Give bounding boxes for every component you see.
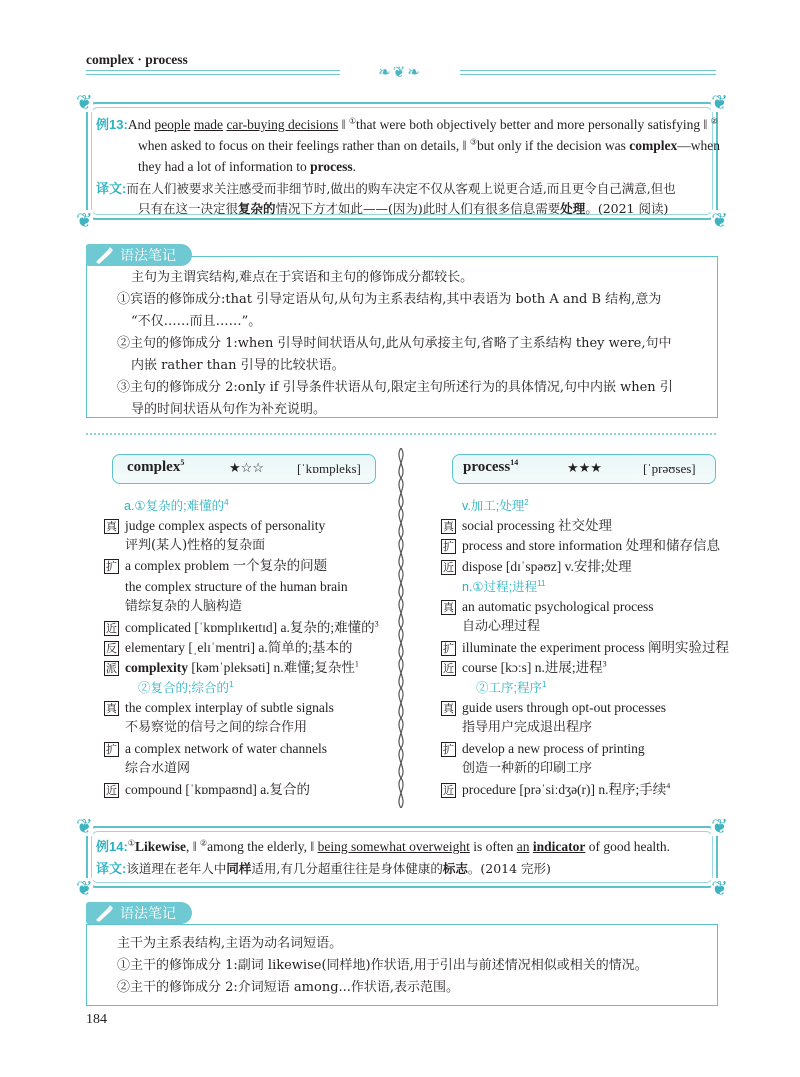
complex-extension-3: 扩 a complex network of water channels [106, 741, 328, 757]
translation-13-line-2: 只有在这一决定很复杂的情况下方才如此——(因为)此时人们有很多信息需要处理。(2021 阅读) [138, 201, 669, 216]
tag-real-exam: 真 [106, 702, 117, 716]
complex-antonym: 反 elementary [ˌelɪˈmentri] a.简单的;基本的 [106, 640, 353, 656]
example-13-line-3: they had a lot of information to process. [138, 159, 356, 174]
tag-extension: 扩 [443, 743, 454, 757]
keyword-process: process [310, 159, 353, 174]
process-sense-3: ②工序;程序$^1$ [476, 679, 547, 695]
tag-extension: 扩 [443, 540, 454, 554]
process-synonym: 近 dispose [dɪˈspəʊz] v.安排;处理 [443, 559, 632, 575]
example-14-line-1: 例14:①Likewise, ‖ ②among the elderly, ‖ being somewhat overweight is often an indicator of good health. [96, 838, 671, 854]
process-extension-3-translation: 创造一种新的印刷工序 [462, 761, 593, 776]
complex-synonym: 近 complicated [ˈkɒmplɪkeɪtɪd] a.复杂的;难懂的$^3$ [106, 619, 379, 636]
tag-synonym: 近 [443, 662, 454, 676]
corner-ornament-icon: ❦ [76, 814, 93, 838]
grammar-note-1-tab: 语法笔记 [86, 244, 192, 266]
example-13-line-1: 例13:And people made car-buying decisions ‖ ①that were both objectively better and more personally satisfying ‖ ② [96, 116, 718, 132]
column-chain-divider [392, 448, 410, 808]
process-example-2-translation: 自动心理过程 [462, 619, 541, 634]
grammar-note-1-line-7: 导的时间状语从句作为补充说明。 [131, 402, 327, 417]
importance-stars: ★★★ [567, 461, 602, 476]
grammar-note-1-line-3: “不仅……而且……”。 [131, 314, 262, 329]
translation-14-line: 译文:该道理在老年人中同样适用,有几分超重往往是身体健康的标志。(2014 完形) [96, 861, 551, 876]
grammar-note-2-box [86, 924, 718, 1006]
tag-real-exam: 真 [443, 601, 454, 615]
process-extension: 扩 process and store information 处理和储存信息 [443, 538, 720, 554]
complex-headword-bar [112, 454, 376, 484]
corner-ornament-icon: ❦ [711, 208, 728, 232]
headword-complex: complex$^5$ [127, 458, 185, 475]
tag-derivative: 派 [106, 662, 117, 676]
phonetic: [ˈkɒmpleks] [297, 461, 361, 476]
tag-real-exam: 真 [443, 520, 454, 534]
translation-label: 译文 [96, 181, 123, 196]
corner-ornament-icon: ❦ [76, 876, 93, 900]
importance-stars: ★☆☆ [229, 461, 264, 476]
complex-extension-2-translation: 错综复杂的人脑构造 [125, 599, 243, 614]
subject-underline: people [154, 117, 191, 132]
pen-icon [94, 904, 114, 922]
headword-process: process$^{14}$ [463, 458, 519, 475]
grammar-note-1-line-1: 主句为主谓宾结构,难点在于宾语和主句的修饰成分都较长。 [131, 270, 474, 285]
tag-synonym: 近 [443, 561, 454, 575]
corner-ornament-icon: ❦ [711, 90, 728, 114]
tag-extension: 扩 [443, 642, 454, 656]
grammar-note-2-line-2: ①主干的修饰成分 1:副词 likewise(同样地)作状语,用于引出与前述情况相似或相关的情况。 [117, 958, 648, 973]
grammar-note-2-line-1: 主干为主系表结构,主语为动名词短语。 [117, 936, 343, 951]
process-example-3: 真 guide users through opt-out processes [443, 700, 666, 716]
verb-underline: made [193, 117, 224, 132]
process-synonym-3: 近 procedure [prəˈsiːdʒə(r)] n.程序;手续$^4$ [443, 781, 671, 798]
process-example-3-translation: 指导用户完成退出程序 [462, 720, 593, 735]
complex-sense-1: a.①复杂的;难懂的$^4$ [124, 497, 229, 513]
example-14-label: 例14 [96, 839, 124, 854]
grammar-note-1-line-4: ②主句的修饰成分 1:when 引导时间状语从句,此从句承接主句,省略了主系结构 they were,句中 [117, 336, 672, 351]
complex-derivative: 派 complexity [kəmˈpleksəti] n.难懂;复杂性$^1$ [106, 659, 359, 676]
tag-extension: 扩 [106, 560, 117, 574]
keyword-indicator: indicator [532, 839, 586, 854]
grammar-note-1-line-2: ①宾语的修饰成分:that 引导定语从句,从句为主系表结构,其中表语为 both A and B 结构,意为 [117, 292, 662, 307]
complex-example-2: 真 the complex interplay of subtle signals [106, 700, 334, 716]
example-13-line-2: when asked to focus on their feelings rather than on details, ‖ ③but only if the decision was complex—when [138, 137, 720, 153]
complex-sense-2: ②复合的;综合的$^1$ [138, 679, 234, 695]
phonetic: [ˈprəʊses] [643, 461, 696, 476]
keyword-complex: complex [629, 138, 678, 153]
object-underline: car-buying decisions [226, 117, 339, 132]
complex-example: 真 judge complex aspects of personality [106, 518, 326, 534]
grammar-note-2-line-3: ②主干的修饰成分 2:介词短语 among...作状语,表示范围。 [117, 980, 460, 995]
tag-synonym: 近 [106, 784, 117, 798]
complex-example-translation: 评判(某人)性格的复杂面 [125, 538, 266, 553]
section-divider [86, 433, 716, 435]
running-header: complex · process [86, 52, 188, 67]
process-sense-2: n.①过程;进程$^{11}$ [462, 578, 546, 594]
tag-synonym: 近 [443, 784, 454, 798]
process-headword-bar [452, 454, 716, 484]
example-14-box [76, 814, 728, 900]
corner-ornament-icon: ❦ [76, 90, 93, 114]
translation-label: 译文 [96, 861, 123, 876]
corner-ornament-icon: ❦ [711, 814, 728, 838]
translation-13-line-1: 译文:而在人们被要求关注感受而非细节时,做出的购车决定不仅从客观上说更合适,而且更令自己满意,但也 [96, 181, 676, 196]
tag-synonym: 近 [106, 622, 117, 636]
grammar-note-1-line-5: 内嵌 rather than 引导的比较状语。 [131, 358, 345, 373]
tag-antonym: 反 [106, 642, 117, 656]
example-13-box [76, 90, 728, 232]
process-example: 真 social processing 社交处理 [443, 518, 612, 534]
complex-example-2-translation: 不易察觉的信号之间的综合作用 [125, 720, 308, 735]
pen-icon [94, 246, 114, 264]
page-number: 184 [86, 1012, 107, 1027]
process-extension-2: 扩 illuminate the experiment process 阐明实验过程 [443, 640, 729, 656]
grammar-note-1-box [86, 256, 718, 418]
subject-underline: being somewhat overweight [317, 839, 470, 854]
tag-extension: 扩 [106, 743, 117, 757]
header-ornament-icon: ❧❦❧ [340, 62, 460, 82]
process-example-2: 真 an automatic psychological process [443, 599, 654, 615]
grammar-note-2-tab: 语法笔记 [86, 902, 192, 924]
process-synonym-2: 近 course [kɔːs] n.进展;进程$^3$ [443, 659, 607, 676]
grammar-note-1-line-6: ③主句的修饰成分 2:only if 引导条件状语从句,限定主句所述行为的具体情况,句中内嵌 when 引 [117, 380, 673, 395]
complex-extension-3-translation: 综合水道网 [125, 761, 191, 776]
complex-extension: 扩 a complex problem 一个复杂的问题 [106, 558, 328, 574]
example-13-label: 例13 [96, 117, 124, 132]
tag-real-exam: 真 [106, 520, 117, 534]
process-sense-1: v.加工;处理$^2$ [462, 497, 529, 513]
corner-ornament-icon: ❦ [76, 208, 93, 232]
process-extension-3: 扩 develop a new process of printing [443, 741, 645, 757]
tag-real-exam: 真 [443, 702, 454, 716]
complex-extension-2: the complex structure of the human brain [125, 579, 348, 594]
corner-ornament-icon: ❦ [711, 876, 728, 900]
complex-synonym-2: 近 compound [ˈkɒmpaʊnd] a.复合的 [106, 782, 311, 798]
